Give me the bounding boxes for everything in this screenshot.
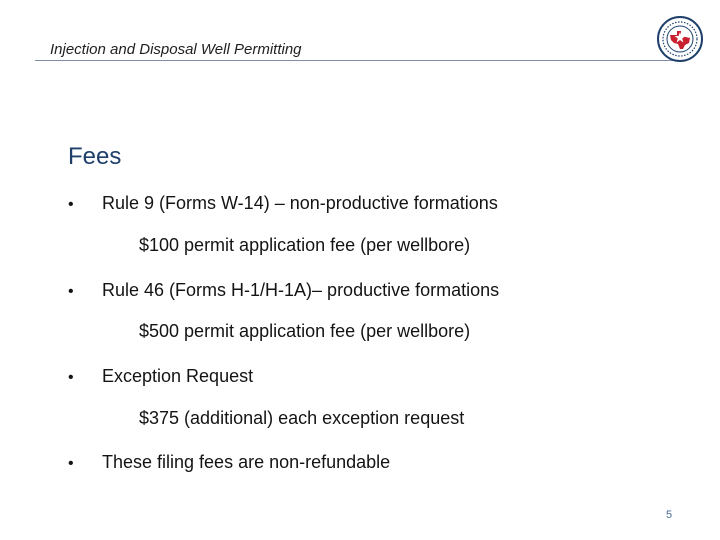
- bullet: •: [68, 455, 74, 472]
- list-item: [68, 366, 253, 387]
- list-item-detail: $100 permit application fee (per wellbore): [139, 235, 471, 255]
- bullet: •: [68, 283, 74, 300]
- bullet: •: [68, 369, 74, 386]
- list-item-text: Exception Request: [102, 366, 254, 386]
- list-item: [68, 452, 390, 473]
- bullet: •: [68, 196, 74, 213]
- list-item: [68, 280, 499, 301]
- list-item-detail: $375 (additional) each exception request: [139, 408, 465, 428]
- header-divider: [35, 60, 675, 61]
- list-item: [68, 193, 498, 214]
- list-item-text: These filing fees are non-refundable: [102, 452, 391, 472]
- list-item-detail: $500 permit application fee (per wellbore): [139, 321, 471, 341]
- page-number: 5: [666, 509, 673, 521]
- section-title: Fees: [68, 143, 122, 170]
- texas-seal-icon: [657, 16, 703, 62]
- list-item-text: Rule 9 (Forms W-14) – non-productive formations: [102, 193, 498, 213]
- list-item-text: Rule 46 (Forms H-1/H-1A)– productive formations: [102, 280, 500, 300]
- slide-header-title: Injection and Disposal Well Permitting: [50, 41, 302, 58]
